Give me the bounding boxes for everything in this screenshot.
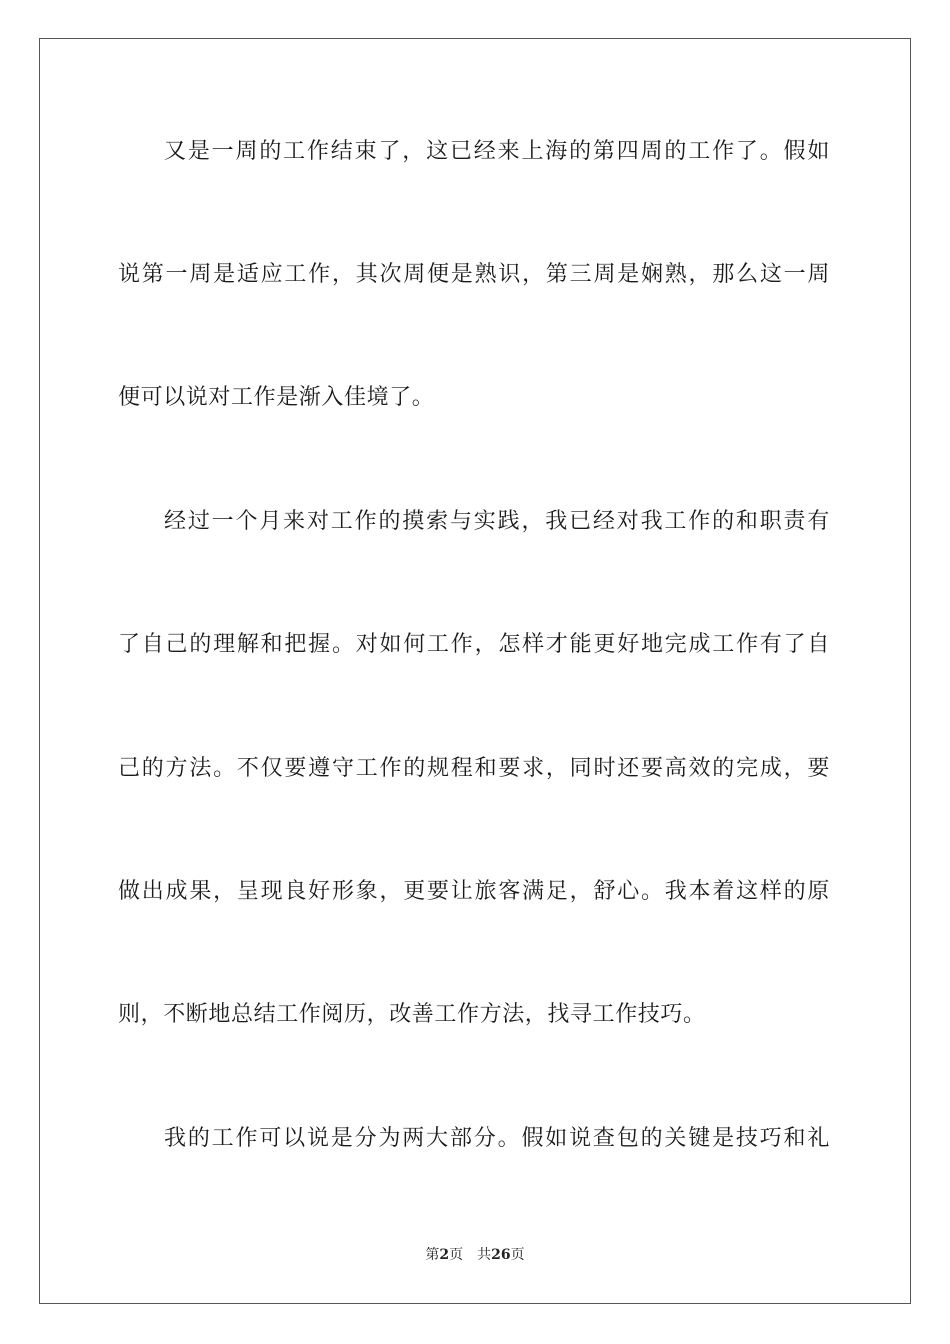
paragraph-2-line-1: 经过一个月来对工作的摸索与实践，我已经对我工作的和职责有: [164, 509, 830, 534]
paragraph-1-line-2: 说第一周是适应工作，其次周便是熟识，第三周是娴熟，那么这一周: [118, 262, 830, 287]
paragraph-2-line-2: 了自己的理解和把握。对如何工作，怎样才能更好地完成工作有了自: [118, 632, 830, 657]
paragraph-1-line-3: 便可以说对工作是渐入佳境了。: [118, 385, 435, 410]
paragraph-2-line-5: 则，不断地总结工作阅历，改善工作方法，找寻工作技巧。: [118, 1002, 706, 1027]
total-pages: 26: [491, 1247, 511, 1263]
total-prefix: 共: [477, 1247, 492, 1263]
page-prefix: 第: [425, 1247, 440, 1263]
paragraph-2-line-3: 己的方法。不仅要遵守工作的规程和要求，同时还要高效的完成，要: [118, 756, 830, 781]
paragraph-1-line-1: 又是一周的工作结束了，这已经来上海的第四周的工作了。假如: [164, 139, 830, 164]
page-number: 2: [439, 1247, 450, 1263]
page-border: [39, 38, 911, 1304]
page-suffix: 页: [449, 1247, 464, 1263]
total-suffix: 页: [510, 1247, 525, 1263]
paragraph-3-line-1: 我的工作可以说是分为两大部分。假如说查包的关键是技巧和礼: [164, 1126, 830, 1151]
page-footer: [0, 1245, 950, 1265]
paragraph-2-line-4: 做出成果，呈现良好形象，更要让旅客满足，舒心。我本着这样的原: [118, 879, 830, 904]
